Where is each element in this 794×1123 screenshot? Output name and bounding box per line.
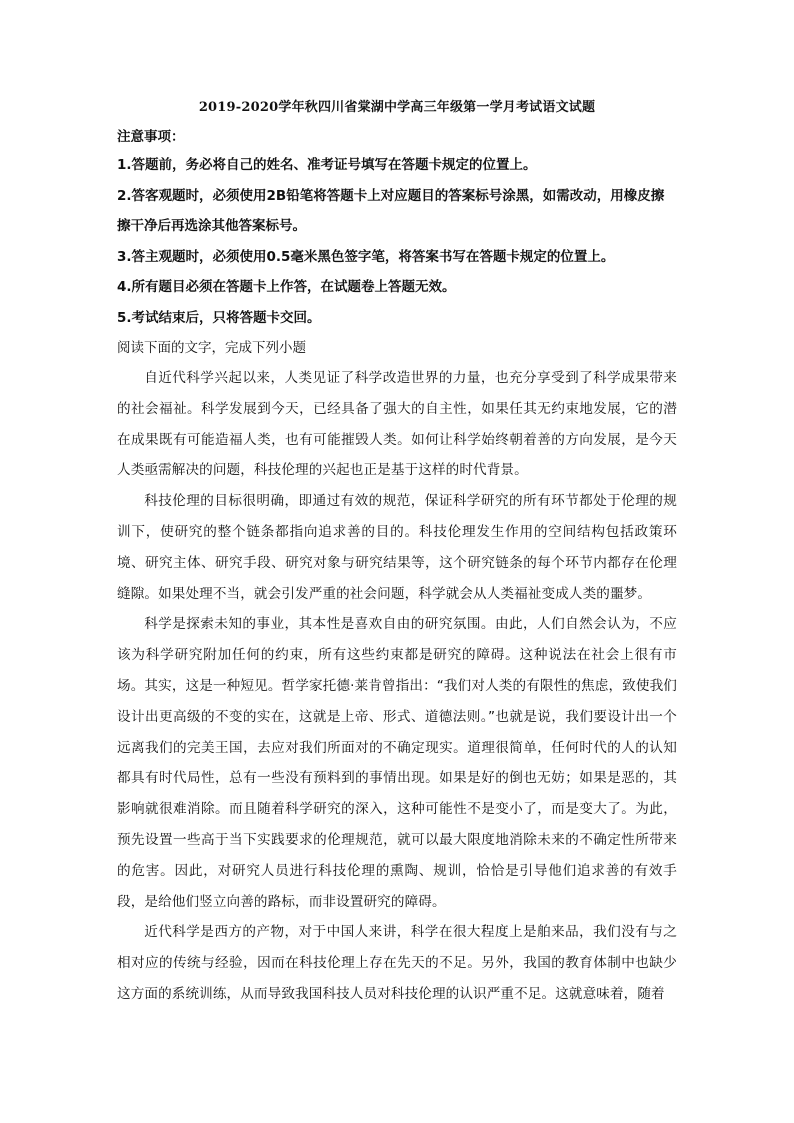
passage-paragraph: 科技伦理的目标很明确，即通过有效的规范，保证科学研究的所有环节都处于伦理的规训下，使研究的整个链条都指向追求善的目的。科技伦理发生作用的空间结构包括政策环境、研究主体、研究手段、研究对象与研究结果等，这个研究链条的每个环节内都存在伦理缝隙。如果处理不当，就会引发严重的社会问题，科学就会从人类福祉变成人类的噩梦。 <box>117 493 677 602</box>
reading-intro: 阅读下面的文字，完成下列小题 <box>117 340 306 356</box>
exam-title: 2019-2020学年秋四川省棠湖中学高三年级第一学月考试语文试题 <box>198 100 596 115</box>
passage-paragraph: 科学是探索未知的事业，其本性是喜欢自由的研究氛围。由此，人们自然会认为，不应该为科学研究附加任何的约束，所有这些约束都是研究的障碍。这种说法在社会上很有市场。其实，这是一种短见。哲学家托德·莱肯曾指出：“我们对人类的有限性的焦虑，致使我们设计出更高级的不变的实在，这就是上帝、形式、道德法则。”也就是说，我们要设计出一个远离我们的完美王国，去应对我们所面对的不确定现实。道理很简单，任何时代的人的认知都具有时代局性，总有一些没有预料到的事情出现。如果是好的倒也无妨；如果是恶的，其影响就很难消除。而且随着科学研究的深入，这种可能性不是变小了，而是变大了。为此，预先设置一些高于当下实践要求的伦理规范，就可以最大限度地消除未来的不确定性所带来的危害。因此，对研究人员进行科技伦理的熏陶、规训，恰恰是引导他们追求善的有效手段，是给他们竖立向善的路标，而非设置研究的障碍。 <box>117 616 677 910</box>
note-item: 5.考试结束后，只将答题卡交回。 <box>117 309 321 326</box>
exam-page <box>117 98 677 1010</box>
passage-paragraph: 自近代科学兴起以来，人类见证了科学改造世界的力量，也充分享受到了科学成果带来的社会福祉。科学发展到今天，已经具备了强大的自主性，如果任其无约束地发展，它的潜在成果既有可能造福人类，也有可能摧毁人类。如何让科学始终朝着善的方向发展，是今天人类亟需解决的问题，科技伦理的兴起也正是基于这样的时代背景。 <box>117 370 677 479</box>
notes-heading: 注意事项： <box>117 129 185 145</box>
note-item: 3.答主观题时，必须使用0.5毫米黑色签字笔，将答案书写在答题卡规定的位置上。 <box>117 248 615 265</box>
note-item: 2.答客观题时，必须使用2B铅笔将答题卡上对应题目的答案标号涂黑，如需改动，用橡皮擦擦干净后再选涂其他答案标号。 <box>117 187 665 234</box>
note-item: 4.所有题目必须在答题卡上作答，在试题卷上答题无效。 <box>117 279 456 295</box>
note-item: 1.答题前，务必将自己的姓名、准考证号填写在答题卡规定的位置上。 <box>117 157 537 173</box>
passage-paragraph: 近代科学是西方的产物，对于中国人来讲，科学在很大程度上是舶来品，我们没有与之相对应的传统与经验，因而在科技伦理上存在先天的不足。另外，我国的教育体制中也缺少这方面的系统训练，从而导致我国科技人员对科技伦理的认识严重不足。这就意味着，随着 <box>117 924 677 1002</box>
